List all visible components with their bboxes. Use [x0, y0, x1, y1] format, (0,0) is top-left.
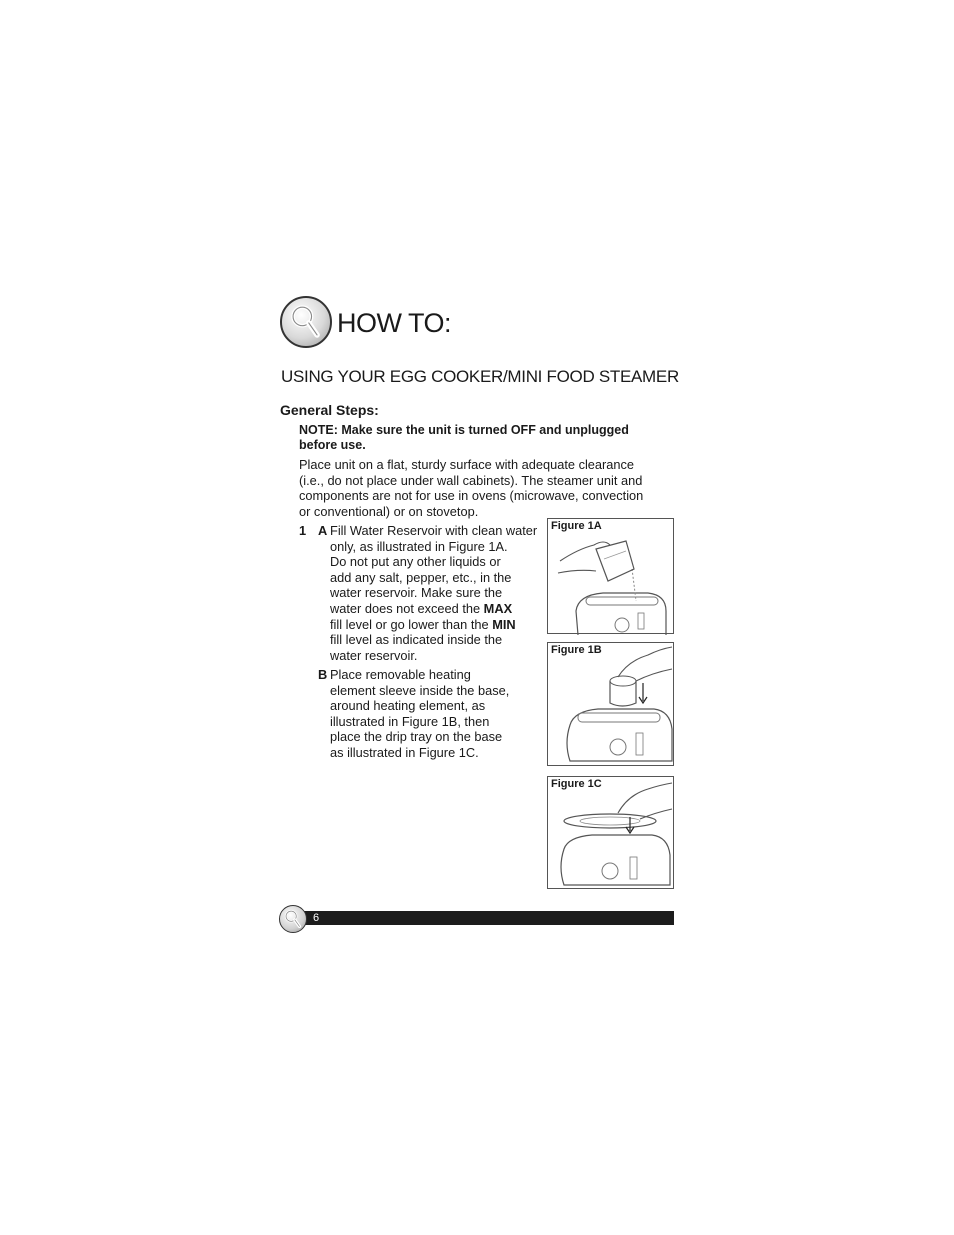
figure-1b-illustration	[548, 643, 675, 767]
figure-1b	[547, 642, 674, 766]
section-title: USING YOUR EGG COOKER/MINI FOOD STEAMER	[281, 367, 679, 386]
step-line: only, as illustrated in Figure 1A.	[330, 538, 508, 554]
footer-bar	[296, 911, 674, 925]
para-line: Place unit on a flat, sturdy surface with adequate clearance	[299, 457, 635, 472]
figure-label: Figure 1B	[551, 644, 602, 656]
figure-1c	[547, 776, 674, 889]
step-line: Do not put any other liquids or	[330, 554, 501, 570]
figure-label: Figure 1A	[551, 520, 602, 532]
substep-a-label: A	[318, 523, 328, 538]
figure-1c-illustration	[548, 777, 675, 890]
figure-1a-illustration	[548, 519, 675, 635]
figure-label: Figure 1C	[551, 778, 602, 790]
figure-1a	[547, 518, 674, 634]
substep-b-label: B	[318, 667, 328, 682]
max-label: MAX	[483, 600, 513, 616]
min-label: MIN	[492, 616, 516, 632]
step-line: element sleeve inside the base,	[330, 682, 510, 698]
placement-paragraph	[299, 457, 659, 519]
step-line: Place removable heating	[330, 667, 471, 682]
note-line: before use.	[299, 438, 366, 452]
note-line: NOTE: Make sure the unit is turned OFF and unplugged	[299, 423, 629, 437]
magnifier-icon	[279, 905, 307, 933]
para-line: components are not for use in ovens (microwave, convection	[299, 488, 644, 504]
substep-a-text	[330, 523, 545, 663]
page-number: 6	[313, 912, 320, 924]
magnifier-icon	[280, 296, 332, 348]
safety-note	[299, 423, 659, 453]
step-line: water reservoir. Make sure the	[330, 585, 503, 601]
page-title: HOW TO:	[337, 308, 452, 338]
step-line: illustrated in Figure 1B, then	[330, 713, 490, 729]
step-line: Fill Water Reservoir with clean water	[330, 523, 538, 538]
step-line: water reservoir.	[330, 647, 418, 663]
step-line-max: water does not exceed the MAX	[330, 600, 513, 616]
para-line: or conventional) or on stovetop.	[299, 503, 479, 519]
step-line: as illustrated in Figure 1C.	[330, 744, 479, 760]
step-number: 1	[299, 523, 307, 538]
step-line-min: fill level or go lower than the MIN	[330, 616, 516, 632]
step-line: place the drip tray on the base	[330, 729, 503, 745]
step-line: add any salt, pepper, etc., in the	[330, 569, 512, 585]
substep-b-text	[330, 667, 540, 761]
step-line: fill level as indicated inside the	[330, 632, 503, 648]
para-line: (i.e., do not place under wall cabinets). The steamer unit and	[299, 472, 643, 488]
step-line: around heating element, as	[330, 698, 486, 714]
general-steps-heading: General Steps:	[280, 402, 379, 418]
